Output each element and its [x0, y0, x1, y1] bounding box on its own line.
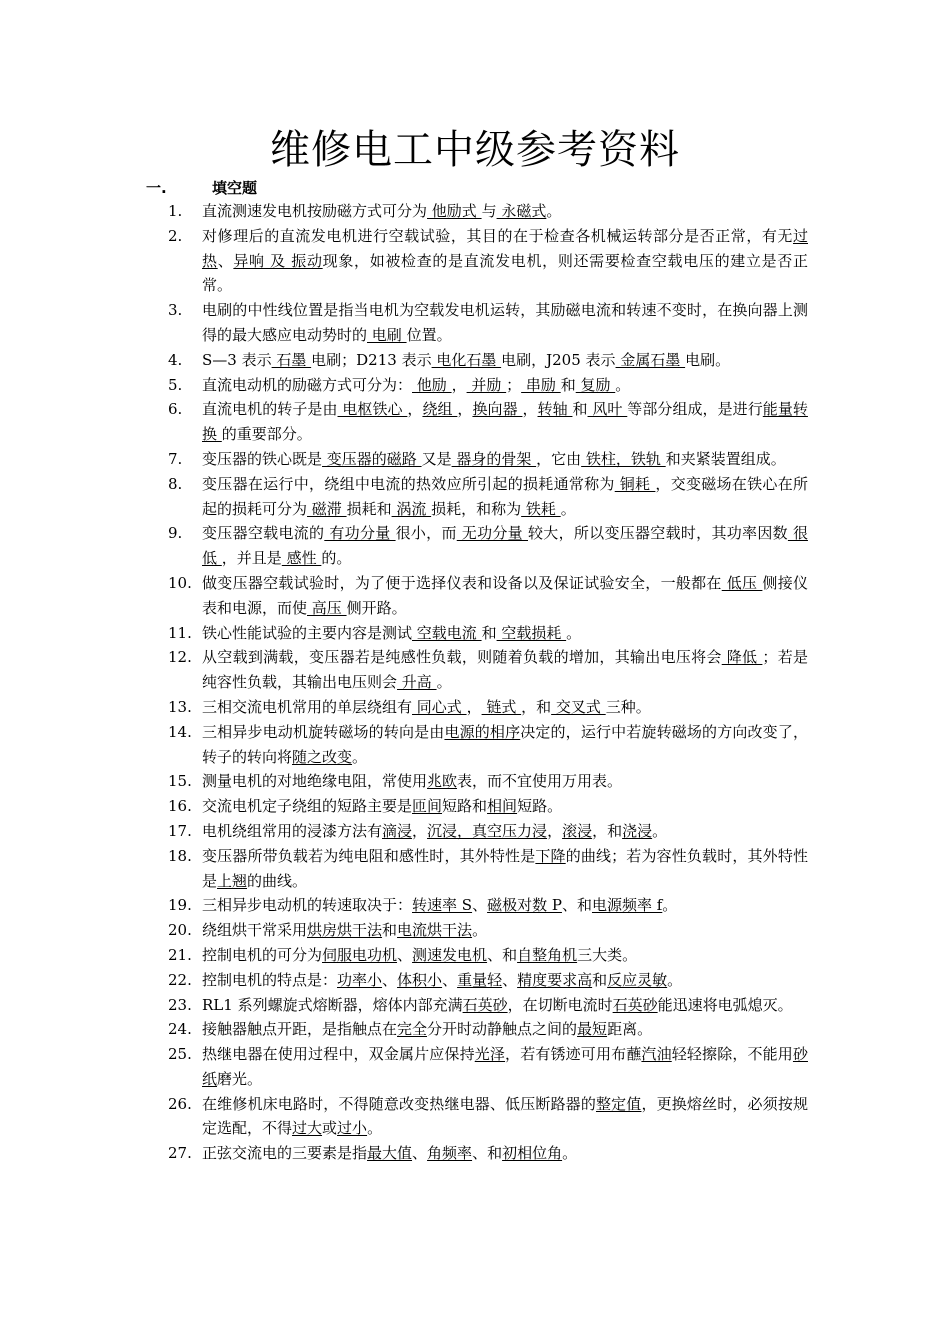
- item-text: ，在切断电流时: [507, 995, 613, 1014]
- answer-blank: 转速率 S: [412, 896, 473, 915]
- answer-blank: 浇浸: [622, 821, 653, 840]
- item-text: 。: [662, 896, 678, 915]
- item-text: 和: [560, 375, 576, 394]
- item-text: 短路。: [517, 797, 563, 816]
- list-item: [168, 769, 808, 794]
- item-text: ；: [506, 375, 522, 394]
- answer-blank: 降低: [721, 648, 763, 667]
- item-number: 18.: [168, 846, 192, 865]
- answer-blank: 石英砂: [462, 995, 508, 1014]
- item-text: ，和: [592, 821, 623, 840]
- item-text: 变压器在运行中，绕组中电流的热效应所引起的损耗通常称为: [202, 474, 615, 493]
- answer-blank: 随之改变: [292, 747, 353, 766]
- item-text: RL1 系列螺旋式熔断器，熔体内部充满: [202, 995, 463, 1014]
- item-text: 电刷的中性线位置是指当电机为空载发电机运转，其励磁电流和转速不变时，在换向器上测得的最大感应电动势时的: [202, 301, 808, 344]
- answer-blank: 磁滞: [307, 499, 347, 518]
- item-text: 接触器触点开距，是指触点在: [202, 1020, 398, 1039]
- answer-blank: 匝间: [412, 797, 443, 816]
- item-number: 16.: [168, 797, 192, 816]
- answer-blank: 他励式: [427, 202, 482, 220]
- item-number: 9.: [168, 524, 183, 543]
- answer-blank: 电流烘干法: [397, 921, 473, 940]
- item-text: 分开时动静触点之间的: [427, 1020, 578, 1039]
- list-item: [168, 819, 808, 844]
- list-item: [168, 373, 808, 398]
- item-text: 损耗和: [346, 499, 392, 518]
- item-text: ，它由: [536, 449, 582, 468]
- answer-blank: 有功分量: [324, 524, 396, 543]
- item-text: 的重要部分。: [221, 425, 312, 444]
- item-text: 与: [481, 202, 497, 220]
- item-number: 27.: [168, 1144, 192, 1163]
- item-text: 。: [562, 1144, 578, 1163]
- item-text: 较大，所以变压器空载时，其功率因数: [528, 524, 788, 543]
- item-text: 损耗，和称为: [431, 499, 522, 518]
- answer-blank: 风叶: [587, 400, 628, 419]
- item-text: ，: [412, 821, 428, 840]
- item-text: 三种。: [605, 697, 651, 716]
- item-number: 20.: [168, 921, 192, 940]
- item-text: 三相交流电机常用的单层绕组有: [202, 697, 413, 716]
- answer-blank: 能量转换: [202, 400, 808, 444]
- list-item: [168, 521, 808, 571]
- answer-blank: 最大值: [367, 1144, 413, 1163]
- answer-blank: 光泽: [474, 1045, 506, 1064]
- item-text: 变压器所带负载若为纯电阻和感性时，其外特性是: [202, 846, 536, 865]
- item-text: 、和: [487, 945, 518, 964]
- item-number: 25.: [168, 1045, 192, 1064]
- answer-blank: 磁极对数 P: [487, 896, 562, 915]
- item-text: 的曲线。: [247, 871, 308, 890]
- item-text: 现象，如被检查的是直流发电机，则还需要检查空载电压的建立是否正常。: [202, 251, 808, 295]
- item-text: 磨光。: [217, 1069, 263, 1088]
- item-text: 电机绕组常用的浸漆方法有: [202, 821, 383, 840]
- list-item: [168, 794, 808, 819]
- item-text: ，和: [521, 697, 552, 716]
- item-number: 15.: [168, 772, 192, 791]
- item-text: 和: [592, 970, 608, 989]
- item-text: 、: [502, 970, 518, 989]
- item-number: 1.: [168, 202, 183, 220]
- list-item: [168, 1092, 808, 1142]
- item-number: 10.: [168, 573, 192, 592]
- answer-blank: 功率小: [337, 970, 383, 989]
- answer-blank: 电刷: [367, 325, 407, 344]
- item-text: 距离。: [607, 1020, 653, 1039]
- answer-blank: 电枢铁心: [337, 400, 408, 419]
- item-text: 直流电动机的励磁方式可分为：: [202, 375, 413, 394]
- item-number: 2.: [168, 226, 183, 245]
- item-text: 。: [436, 673, 452, 692]
- item-number: 19.: [168, 896, 192, 915]
- list-item: [168, 993, 808, 1018]
- list-item: [168, 968, 808, 993]
- item-text: 控制电机的可分为: [202, 945, 323, 964]
- item-text: 热继电器在使用过程中，双金属片应保持: [202, 1045, 475, 1064]
- answer-blank: 铁柱，铁轨: [581, 449, 666, 468]
- item-number: 3.: [168, 301, 183, 320]
- item-number: 17.: [168, 821, 192, 840]
- answer-blank: 并励: [466, 375, 507, 394]
- item-text: ，: [466, 697, 482, 716]
- item-text: 等部分组成，是进行: [627, 400, 763, 419]
- item-text: ，: [457, 400, 473, 419]
- answer-blank: 高压: [307, 598, 347, 617]
- answer-blank: 过小: [337, 1119, 368, 1138]
- item-number: 14.: [168, 722, 192, 741]
- list-item: [168, 472, 808, 522]
- answer-blank: 同心式: [412, 697, 467, 716]
- answer-blank: 汽油: [641, 1045, 672, 1064]
- list-item: [168, 1042, 808, 1092]
- item-text: ，: [547, 821, 563, 840]
- answer-blank: 最短: [577, 1020, 608, 1039]
- answer-blank: 兆欧: [427, 772, 458, 791]
- item-text: 对修理后的直流发电机进行空载试验，其目的在于检查各机械运转部分是否正常，有无: [202, 226, 793, 245]
- item-number: 4.: [168, 350, 183, 369]
- item-text: 铁心性能试验的主要内容是测试: [202, 623, 413, 642]
- item-text: 轻轻擦除，不能用: [671, 1045, 793, 1064]
- section-number: 一.: [146, 179, 167, 197]
- item-text: S—3 表示: [202, 350, 272, 369]
- answer-blank: 金属石墨: [615, 350, 686, 369]
- list-item: [168, 348, 808, 373]
- item-text: 决定的，运行中若旋转磁场的方向改变了，转子的转向将: [202, 722, 808, 766]
- item-text: 电刷，J205 表示: [501, 350, 616, 369]
- item-number: 24.: [168, 1020, 192, 1039]
- item-text: 直流测速发电机按励磁方式可分为: [202, 202, 428, 220]
- item-number: 6.: [168, 400, 183, 419]
- item-text: 。: [367, 1119, 383, 1138]
- item-text: 、: [217, 251, 234, 270]
- item-number: 7.: [168, 449, 183, 468]
- item-text: 的曲线；若为容性负载时，其外特性是: [202, 846, 808, 890]
- answer-blank: 完全: [397, 1020, 428, 1039]
- list-item: [168, 943, 808, 968]
- answer-blank: 初相位角: [502, 1144, 563, 1163]
- list-item: [168, 621, 808, 646]
- page-title: 维修电工中级参考资料: [270, 127, 680, 173]
- item-text: 和: [382, 921, 398, 940]
- item-text: 控制电机的特点是：: [202, 970, 338, 989]
- answer-blank: 石英砂: [612, 995, 658, 1014]
- answer-blank: 滚浸: [562, 821, 593, 840]
- answer-blank: 石墨: [271, 350, 312, 369]
- item-text: 。: [615, 375, 631, 394]
- item-number: 26.: [168, 1094, 192, 1113]
- answer-blank: 过大: [292, 1119, 323, 1138]
- list-item: [168, 224, 808, 298]
- item-text: 三相异步电动机旋转磁场的转向是由: [202, 722, 445, 741]
- item-text: 。: [472, 921, 488, 940]
- list-item: [168, 447, 808, 472]
- answer-blank: 测速发电机: [412, 945, 488, 964]
- item-text: 。: [560, 499, 576, 518]
- item-text: 做变压器空载试验时，为了便于选择仪表和设备以及保证试验安全，一般都在: [202, 573, 722, 592]
- answer-blank: 重量轻: [457, 970, 503, 989]
- answer-blank: 换向器: [472, 400, 523, 419]
- answer-blank: 变压器的磁路: [322, 449, 422, 468]
- answer-blank: 他励: [412, 375, 452, 394]
- answer-blank: 精度要求高: [517, 970, 593, 989]
- answer-blank: 沉浸，真空压力浸: [427, 821, 548, 840]
- question-list: [168, 199, 808, 1166]
- item-text: 、: [382, 970, 398, 989]
- item-text: 从空载到满载，变压器若是纯感性负载，则随着负载的增加，其输出电压将会: [202, 648, 722, 667]
- item-text: ，: [522, 400, 538, 419]
- answer-blank: 电源频率 f: [591, 896, 663, 915]
- answer-blank: 很低: [202, 524, 808, 568]
- item-text: 在维修机床电路时，不得随意改变热继电器、低压断路器的: [202, 1094, 596, 1113]
- answer-blank: 无功分量: [456, 524, 528, 543]
- item-text: 绕组烘干常采用: [202, 921, 308, 940]
- item-text: 短路和: [442, 797, 488, 816]
- item-text: 和: [572, 400, 588, 419]
- answer-blank: 电化石墨: [431, 350, 502, 369]
- item-text: 表，而不宜使用万用表。: [457, 772, 623, 791]
- answer-blank: 体积小: [397, 970, 443, 989]
- item-text: 位置。: [406, 325, 452, 344]
- item-text: 变压器空载电流的: [202, 524, 325, 543]
- item-text: 、和: [472, 1144, 503, 1163]
- answer-blank: 链式: [481, 697, 522, 716]
- item-text: ，: [407, 400, 423, 419]
- item-text: 和: [481, 623, 497, 642]
- item-text: 能迅速将电弧熄灭。: [657, 995, 793, 1014]
- item-text: 、和: [561, 896, 592, 915]
- list-item: [168, 844, 808, 894]
- answer-blank: 电源的相序: [444, 722, 521, 741]
- item-text: 。: [546, 202, 562, 220]
- list-item: [168, 918, 808, 943]
- answer-blank: 空载电流: [412, 623, 482, 642]
- answer-blank: 下降: [535, 846, 566, 865]
- item-text: 。: [652, 821, 668, 840]
- item-number: 13.: [168, 697, 192, 716]
- item-text: 、: [412, 1144, 428, 1163]
- item-text: 或: [322, 1119, 338, 1138]
- item-text: 正弦交流电的三要素是指: [202, 1144, 368, 1163]
- list-item: [168, 298, 808, 348]
- item-text: ，交变磁场在铁心在所起的损耗可分为: [202, 474, 808, 518]
- item-text: 直流电机的转子是由: [202, 400, 338, 419]
- item-text: 三相异步电动机的转速取决于：: [202, 896, 413, 915]
- item-text: 的。: [321, 549, 352, 568]
- answer-blank: 涡流: [391, 499, 432, 518]
- item-text: 侧接仪表和电源，而使: [202, 573, 808, 617]
- item-text: 很小，而: [395, 524, 457, 543]
- answer-blank: 自整角机: [517, 945, 578, 964]
- answer-blank: 角频率: [427, 1144, 473, 1163]
- item-text: 测量电机的对地绝缘电阻，常使用: [202, 772, 428, 791]
- item-text: 、: [397, 945, 413, 964]
- item-text: ；若是纯容性负载，其输出电压则会: [202, 648, 808, 692]
- answer-blank: 空载损耗: [496, 623, 567, 642]
- answer-blank: 反应灵敏: [607, 970, 668, 989]
- section-heading: [146, 177, 257, 198]
- answer-blank: 滴浸: [382, 821, 413, 840]
- list-item: [168, 893, 808, 918]
- item-text: 和夹紧装置组成。: [665, 449, 786, 468]
- answer-blank: 绕组: [422, 400, 458, 419]
- answer-blank: 砂纸: [202, 1045, 808, 1088]
- list-item: [168, 720, 808, 770]
- item-text: 。: [667, 970, 683, 989]
- item-number: 21.: [168, 945, 192, 964]
- item-text: ，更换熔丝时，必须按规定选配，不得: [202, 1094, 808, 1138]
- item-text: ，并且是: [221, 549, 282, 568]
- list-item: [168, 199, 808, 224]
- answer-blank: 转轴: [537, 400, 573, 419]
- item-text: 、: [442, 970, 458, 989]
- answer-blank: 异响 及 振动: [233, 251, 323, 270]
- answer-blank: 低压: [721, 573, 763, 592]
- answer-blank: 烘房烘干法: [307, 921, 383, 940]
- answer-blank: 相间: [487, 797, 518, 816]
- item-text: ，: [451, 375, 467, 394]
- answer-blank: 复励: [575, 375, 616, 394]
- item-number: 8.: [168, 474, 183, 493]
- item-text: 。: [352, 747, 368, 766]
- item-text: 三大类。: [577, 945, 638, 964]
- answer-blank: 伺服电功机: [322, 945, 398, 964]
- answer-blank: 铁耗: [521, 499, 561, 518]
- item-text: ，若有锈迹可用布蘸: [505, 1045, 642, 1064]
- item-number: 12.: [168, 648, 192, 667]
- item-text: 又是: [421, 449, 452, 468]
- list-item: [168, 397, 808, 447]
- section-label: 填空题: [212, 179, 258, 197]
- item-text: 电刷；D213 表示: [311, 350, 432, 369]
- item-number: 11.: [168, 623, 192, 642]
- item-text: 变压器的铁心既是: [202, 449, 323, 468]
- list-item: [168, 695, 808, 720]
- answer-blank: 升高: [397, 673, 437, 692]
- item-text: 电刷。: [685, 350, 731, 369]
- answer-blank: 铜耗: [614, 474, 656, 493]
- answer-blank: 整定值: [595, 1094, 642, 1113]
- item-number: 5.: [168, 375, 183, 394]
- item-text: 。: [566, 623, 582, 642]
- list-item: [168, 571, 808, 621]
- list-item: [168, 645, 808, 695]
- answer-blank: 上翘: [217, 871, 248, 890]
- answer-blank: 感性: [281, 549, 322, 568]
- answer-blank: 永磁式: [496, 202, 547, 220]
- list-item: [168, 1141, 808, 1166]
- answer-blank: 串励: [521, 375, 561, 394]
- item-text: 侧开路。: [346, 598, 407, 617]
- item-text: 交流电机定子绕组的短路主要是: [202, 797, 413, 816]
- answer-blank: 器身的骨架: [451, 449, 537, 468]
- item-number: 22.: [168, 970, 192, 989]
- answer-blank: 交叉式: [551, 697, 606, 716]
- item-number: 23.: [168, 995, 192, 1014]
- item-text: 、: [472, 896, 488, 915]
- answer-blank: 过热: [202, 226, 808, 270]
- list-item: [168, 1017, 808, 1042]
